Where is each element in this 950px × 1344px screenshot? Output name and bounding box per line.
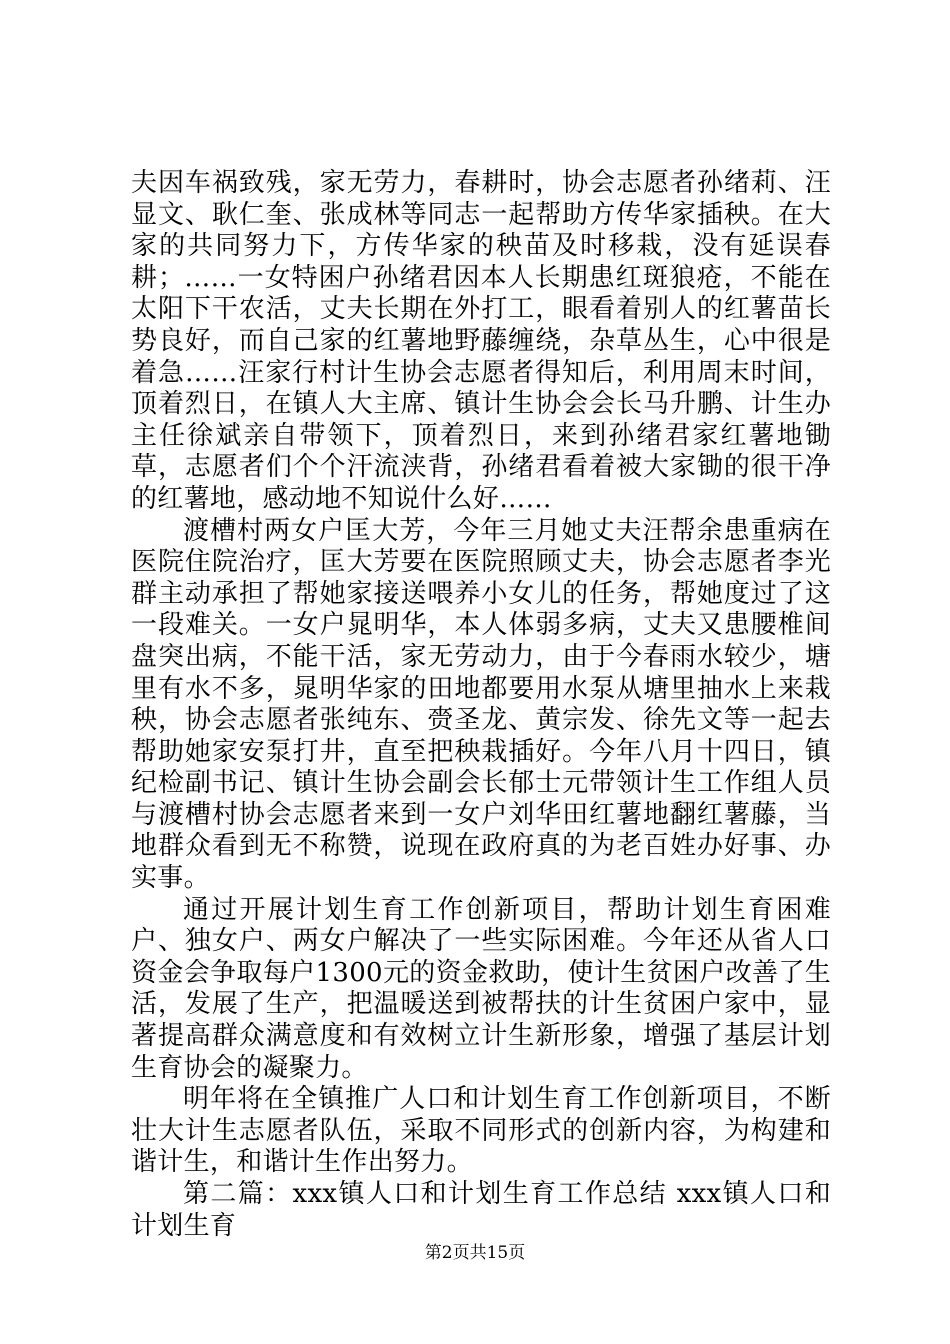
page-total: 共15页 (469, 1243, 526, 1263)
document-body (131, 168, 831, 1242)
paragraph-2: 渡槽村两女户匡大芳，今年三月她丈夫汪帮余患重病在医院住院治疗，匡大芳要在医院照顾丈夫，协会志愿者李光群主动承担了帮她家接送喂养小女儿的任务，帮她度过了这一段难关。一女户晁明华，本人体弱多病，丈夫又患腰椎间盘突出病，不能干活，家无劳动力，由于今春雨水较少，塘里有水不多，晁明华家的田地都要用水泵从塘里抽水上来栽秧，协会志愿者张纯东、赍圣龙、黄宗发、徐先文等一起去帮助她家安泵打井，直至把秧栽插好。今年八月十四日，镇纪检副书记、镇计生协会副会长郁士元带领计生工作组人员与渡槽村协会志愿者来到一女户刘华田红薯地翻红薯藤，当地群众看到无不称赞，说现在政府真的为老百姓办好事、办实事。 (131, 515, 831, 894)
paragraph-1: 夫因车祸致残，家无劳力，春耕时，协会志愿者孙绪莉、汪显文、耿仁奎、张成林等同志一起帮助方传华家插秧。在大家的共同努力下，方传华家的秧苗及时移栽，没有延误春耕；……一女特困户孙绪君因本人长期患红斑狼疮，不能在太阳下干农活，丈夫长期在外打工，眼看着别人的红薯苗长势良好，而自己家的红薯地野藤缠绕，杂草丛生，心中很是着急……汪家行村计生协会志愿者得知后，利用周末时间，顶着烈日，在镇人大主席、镇计生协会会长马升鹏、计生办主任徐斌亲自带领下，顶着烈日，来到孙绪君家红薯地锄草，志愿者们个个汗流浃背，孙绪君看着被大家锄的很干净的红薯地，感动地不知说什么好…… (131, 168, 831, 514)
page-footer (0, 1242, 950, 1264)
page-number: 第2页 (424, 1243, 470, 1263)
paragraph-4: 明年将在全镇推广人口和计划生育工作创新项目，不断壮大计生志愿者队伍，采取不同形式的创新内容，为构建和谐计生，和谐计生作出努力。 (131, 1084, 831, 1178)
paragraph-5-section-heading: 第二篇：xxx镇人口和计划生育工作总结 xxx镇人口和计划生育 (131, 1179, 831, 1241)
paragraph-3: 通过开展计划生育工作创新项目，帮助计划生育困难户、独女户、两女户解决了一些实际困难。今年还从省人口资金会争取每户1300元的资金救助，使计生贫困户改善了生活，发展了生产，把温暖送到被帮扶的计生贫困户家中，显著提高群众满意度和有效树立计生新形象，增强了基层计划生育协会的凝聚力。 (131, 894, 831, 1083)
